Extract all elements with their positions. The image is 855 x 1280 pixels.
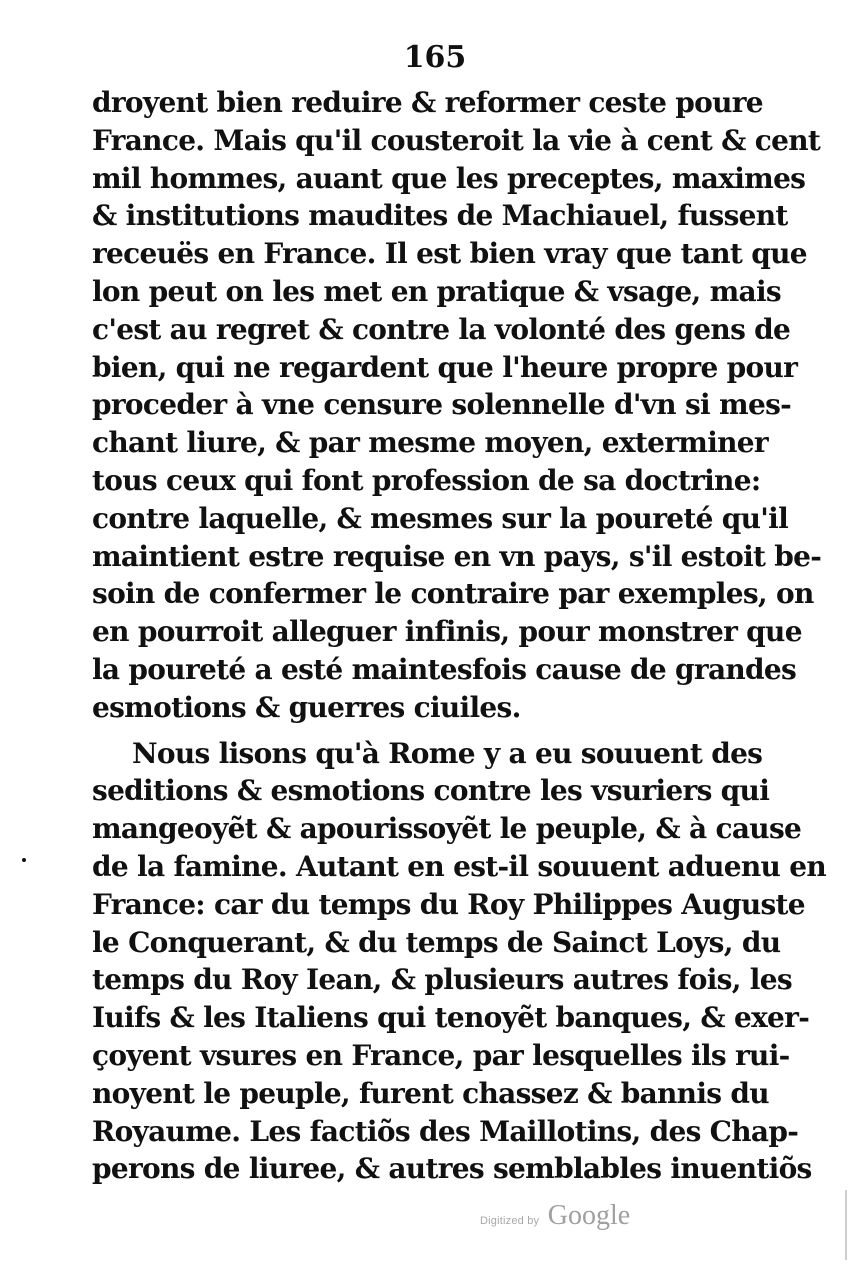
paragraph — [92, 735, 826, 1189]
text-line: mangeoyẽt & apourissoyẽt le peuple, & à cause — [92, 812, 802, 846]
text-line: proceder à vne censure solennelle d'vn si mes- — [92, 388, 792, 422]
text-line: bien, qui ne regardent que l'heure propre pour — [92, 350, 798, 384]
google-logo: Google — [547, 1200, 631, 1231]
text-line: la poureté a esté maintesfois cause de grandes — [92, 652, 797, 686]
text-line: tous ceux qui font profession de sa doctrine: — [92, 463, 761, 497]
text-line: maintient estre requise en vn pays, s'il estoit be- — [92, 539, 822, 573]
text-line: de la famine. Autant en est-il souuent aduenu en — [92, 849, 826, 883]
text-line: soin de confermer le contraire par exemples, on — [92, 577, 814, 611]
text-line: mil hommes, auant que les preceptes, maximes — [92, 161, 806, 195]
text-line: receuës en France. Il est bien vray que tant que — [92, 237, 807, 271]
text-line: noyent le peuple, furent chassez & bannis du — [92, 1076, 769, 1110]
text-line: en pourroit alleguer infinis, pour monstrer que — [92, 615, 802, 649]
paragraph-gap — [92, 727, 760, 735]
paragraph — [92, 84, 822, 727]
text-line: temps du Roy Iean, & plusieurs autres fois, les — [92, 963, 792, 997]
digitized-watermark — [480, 1200, 630, 1232]
page-number: 165 — [403, 40, 467, 75]
text-line: contre laquelle, & mesmes sur la poureté qu'il — [92, 501, 789, 535]
text-line: seditions & esmotions contre les vsuriers qui — [92, 774, 770, 808]
text-line: perons de liuree, & autres semblables inuentiõs — [92, 1152, 812, 1186]
text-line: France. Mais qu'il cousteroit la vie à cent & cent — [92, 123, 821, 157]
page-edge-shadow — [845, 1190, 847, 1260]
text-line: çoyent vsures en France, par lesquelles ils rui- — [92, 1038, 790, 1072]
text-line: droyent bien reduire & reformer ceste poure — [92, 86, 763, 119]
text-line: & institutions maudites de Machiauel, fussent — [92, 199, 788, 233]
watermark-prefix: Digitized by — [480, 1215, 540, 1227]
text-line: Royaume. Les factiõs des Maillotins, des Chap- — [92, 1114, 799, 1148]
text-line: Iuifs & les Italiens qui tenoyẽt banques, & exer- — [92, 1001, 810, 1035]
text-line: chant liure, & par mesme moyen, exterminer — [92, 426, 768, 460]
text-line: France: car du temps du Roy Philippes Auguste — [92, 887, 805, 921]
text-line: c'est au regret & contre la volonté des gens de — [92, 312, 791, 346]
ink-speck — [22, 858, 26, 862]
text-line: lon peut on les met en pratique & vsage, mais — [92, 274, 781, 308]
text-line: le Conquerant, & du temps de Sainct Loys, du — [92, 925, 781, 959]
text-line: Nous lisons qu'à Rome y a eu souuent des — [132, 736, 763, 770]
body-text — [92, 84, 826, 1188]
text-line: esmotions & guerres ciuiles. — [92, 690, 521, 724]
